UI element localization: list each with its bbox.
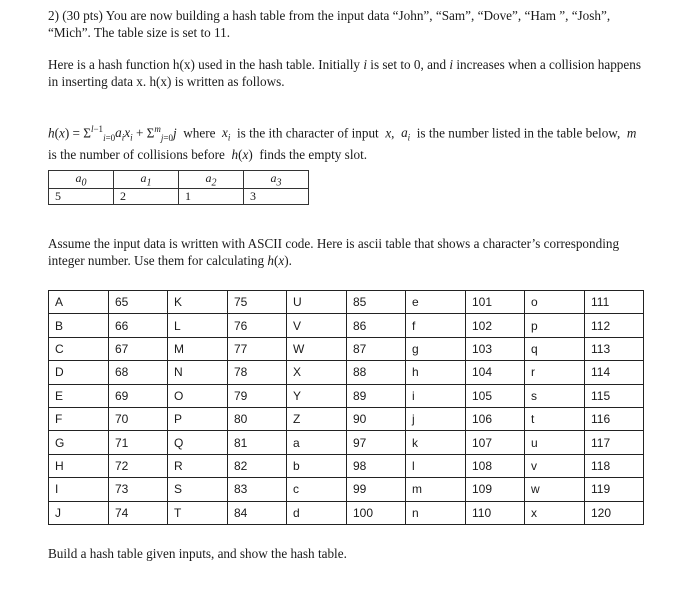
ascii-code: 116 <box>585 407 644 430</box>
ascii-code: 111 <box>585 291 644 314</box>
coef-header-a1: $a_1$ <box>114 171 179 189</box>
ascii-code: 74 <box>109 501 168 524</box>
ascii-char: E <box>49 384 109 407</box>
ascii-code: 109 <box>466 478 525 501</box>
ascii-char: h <box>406 361 466 384</box>
ascii-char: t <box>525 407 585 430</box>
ascii-code: 68 <box>109 361 168 384</box>
ascii-code: 84 <box>228 501 287 524</box>
ascii-code: 71 <box>109 431 168 454</box>
ascii-char: M <box>168 337 228 360</box>
ascii-row <box>49 291 644 314</box>
ascii-code: 88 <box>347 361 406 384</box>
ascii-row <box>49 361 644 384</box>
ascii-char: U <box>287 291 347 314</box>
ascii-code: 72 <box>109 454 168 477</box>
ascii-row <box>49 501 644 524</box>
ascii-char: v <box>525 454 585 477</box>
ascii-code: 103 <box>466 337 525 360</box>
ascii-row <box>49 478 644 501</box>
ascii-char: Q <box>168 431 228 454</box>
ascii-row <box>49 454 644 477</box>
ascii-code: 118 <box>585 454 644 477</box>
ascii-char: H <box>49 454 109 477</box>
ascii-code: 117 <box>585 431 644 454</box>
ascii-code: 77 <box>228 337 287 360</box>
ascii-char: A <box>49 291 109 314</box>
ascii-char: F <box>49 407 109 430</box>
ascii-code: 87 <box>347 337 406 360</box>
closing-instruction: Build a hash table given inputs, and show the hash table. <box>48 546 347 561</box>
ascii-char: N <box>168 361 228 384</box>
ascii-code: 115 <box>585 384 644 407</box>
ascii-char: V <box>287 314 347 337</box>
ascii-intro: Assume the input data is written with ASCII code. Here is ascii table that shows a character’s corresponding integer number. Use them for calculating h(x). <box>48 236 620 268</box>
ascii-code: 108 <box>466 454 525 477</box>
ascii-code: 76 <box>228 314 287 337</box>
ascii-code: 99 <box>347 478 406 501</box>
ascii-table <box>48 290 644 525</box>
ascii-char: p <box>525 314 585 337</box>
ascii-row <box>49 314 644 337</box>
ascii-char: G <box>49 431 109 454</box>
ascii-code: 102 <box>466 314 525 337</box>
ascii-char: D <box>49 361 109 384</box>
ascii-char: s <box>525 384 585 407</box>
ascii-code: 112 <box>585 314 644 337</box>
ascii-code: 106 <box>466 407 525 430</box>
coef-value: 1 <box>179 189 244 205</box>
ascii-char: O <box>168 384 228 407</box>
ascii-code: 98 <box>347 454 406 477</box>
ascii-code: 120 <box>585 501 644 524</box>
ascii-code: 105 <box>466 384 525 407</box>
ascii-code: 113 <box>585 337 644 360</box>
ascii-char: x <box>525 501 585 524</box>
ascii-code: 67 <box>109 337 168 360</box>
ascii-code: 66 <box>109 314 168 337</box>
ascii-char: T <box>168 501 228 524</box>
ascii-char: c <box>287 478 347 501</box>
ascii-code: 100 <box>347 501 406 524</box>
question-header: 2) (30 pts) You are now building a hash table from the input data “John”, “Sam”, “Dove”, “Ham ”, “Josh”, “Mich”. The table size is set to 11. <box>48 8 611 40</box>
ascii-code: 101 <box>466 291 525 314</box>
coef-value: 3 <box>244 189 309 205</box>
ascii-code: 75 <box>228 291 287 314</box>
ascii-char: P <box>168 407 228 430</box>
ascii-code: 114 <box>585 361 644 384</box>
ascii-char: e <box>406 291 466 314</box>
ascii-char: K <box>168 291 228 314</box>
coef-value: 5 <box>49 189 114 205</box>
hash-function-intro: Here is a hash function h(x) used in the hash table. Initially i is set to 0, and i increases when a collision happens in inserting data x. h(x) is written as follows. <box>48 57 641 89</box>
ascii-char: Z <box>287 407 347 430</box>
ascii-code: 81 <box>228 431 287 454</box>
ascii-row <box>49 407 644 430</box>
ascii-code: 119 <box>585 478 644 501</box>
coef-value: 2 <box>114 189 179 205</box>
ascii-char: m <box>406 478 466 501</box>
ascii-code: 89 <box>347 384 406 407</box>
ascii-row <box>49 337 644 360</box>
ascii-char: S <box>168 478 228 501</box>
ascii-code: 65 <box>109 291 168 314</box>
ascii-code: 85 <box>347 291 406 314</box>
ascii-char: Y <box>287 384 347 407</box>
ascii-char: r <box>525 361 585 384</box>
ascii-char: l <box>406 454 466 477</box>
ascii-char: g <box>406 337 466 360</box>
ascii-char: d <box>287 501 347 524</box>
ascii-char: u <box>525 431 585 454</box>
ascii-code: 83 <box>228 478 287 501</box>
ascii-code: 82 <box>228 454 287 477</box>
coef-header-a3: $a_3$ <box>244 171 309 189</box>
ascii-char: i <box>406 384 466 407</box>
coef-header-a0: $a_0$ <box>49 171 114 189</box>
ascii-code: 69 <box>109 384 168 407</box>
ascii-char: n <box>406 501 466 524</box>
ascii-char: o <box>525 291 585 314</box>
ascii-code: 70 <box>109 407 168 430</box>
coefficient-table <box>48 170 309 205</box>
ascii-code: 73 <box>109 478 168 501</box>
ascii-char: J <box>49 501 109 524</box>
ascii-char: R <box>168 454 228 477</box>
ascii-code: 104 <box>466 361 525 384</box>
ascii-char: X <box>287 361 347 384</box>
ascii-row <box>49 431 644 454</box>
ascii-char: q <box>525 337 585 360</box>
ascii-char: C <box>49 337 109 360</box>
ascii-code: 110 <box>466 501 525 524</box>
ascii-code: 86 <box>347 314 406 337</box>
ascii-code: 78 <box>228 361 287 384</box>
ascii-char: b <box>287 454 347 477</box>
hash-formula: $h(x) = \Sigma^{l-1}_{i=0}a_ix_i + \Sigma^m_{j=0}j$ where $x_i$ is the ith character of input x, $a_i$ is the number listed in the table below, m is the number of collisions before h(x) finds the empty slot. <box>48 124 640 162</box>
ascii-char: B <box>49 314 109 337</box>
ascii-code: 97 <box>347 431 406 454</box>
ascii-row <box>49 384 644 407</box>
ascii-code: 90 <box>347 407 406 430</box>
ascii-char: k <box>406 431 466 454</box>
ascii-char: j <box>406 407 466 430</box>
ascii-char: I <box>49 478 109 501</box>
ascii-char: f <box>406 314 466 337</box>
ascii-code: 80 <box>228 407 287 430</box>
ascii-char: w <box>525 478 585 501</box>
ascii-char: a <box>287 431 347 454</box>
ascii-code: 107 <box>466 431 525 454</box>
ascii-char: L <box>168 314 228 337</box>
coef-header-a2: $a_2$ <box>179 171 244 189</box>
ascii-code: 79 <box>228 384 287 407</box>
ascii-char: W <box>287 337 347 360</box>
